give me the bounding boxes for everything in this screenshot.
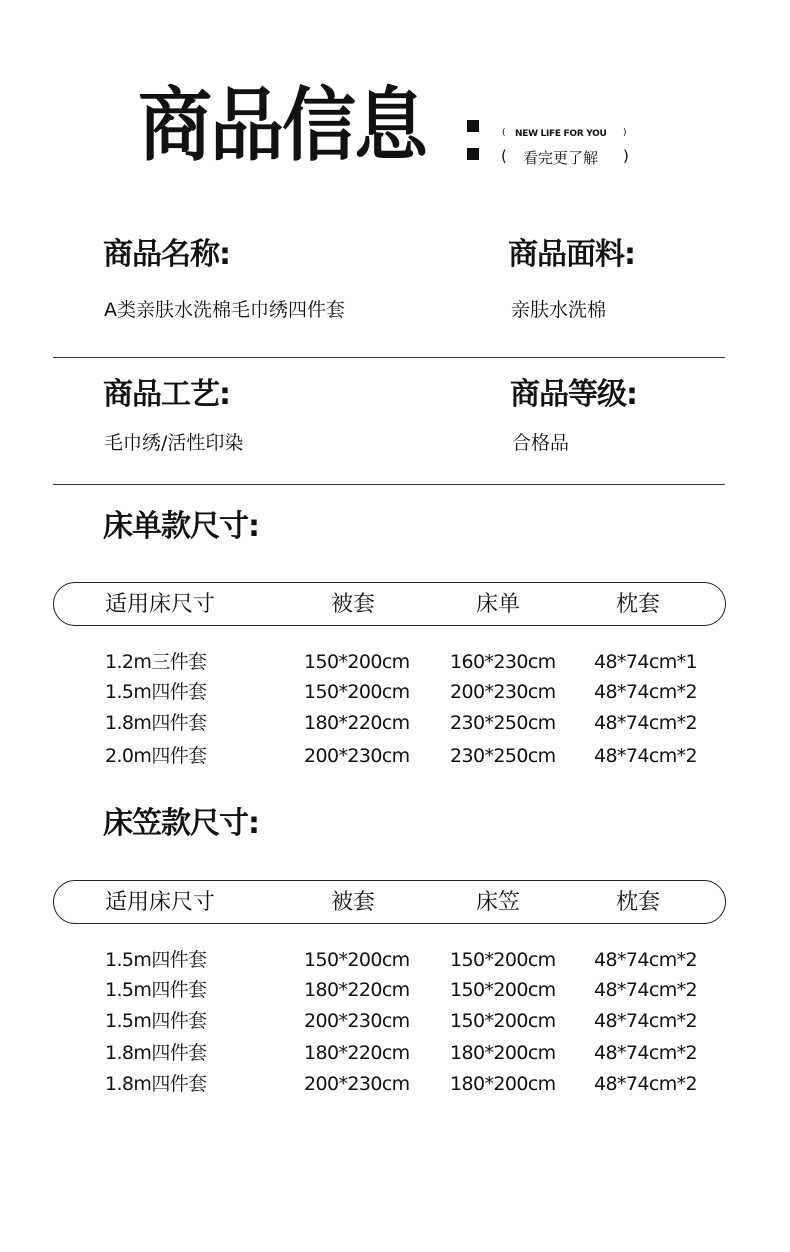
table-cell: 48*74cm*2: [594, 745, 697, 767]
table-cell: 180*220cm: [304, 979, 410, 1001]
table-cell: 150*200cm: [450, 949, 556, 971]
product-name-value: A类亲肤水洗棉毛巾绣四件套: [104, 299, 345, 321]
sheet-size-title: 床单款尺寸:: [103, 509, 259, 544]
table-cell: 1.5m四件套: [105, 1010, 207, 1032]
table-cell: 200*230cm: [304, 1010, 410, 1032]
title-colon-dot-bottom: [467, 148, 479, 160]
table-cell: 180*220cm: [304, 1042, 410, 1064]
table-header-cell: 床单: [476, 592, 521, 617]
table-header-cell: 被套: [331, 592, 376, 617]
table-cell: 48*74cm*2: [594, 712, 697, 734]
slogan-en-close-paren: ): [623, 128, 627, 138]
table-header-cell: 被套: [331, 890, 376, 915]
slogan-en-open-paren: (: [502, 128, 506, 138]
table-cell: 150*200cm: [450, 979, 556, 1001]
table-cell: 48*74cm*2: [594, 1010, 697, 1032]
table-cell: 150*200cm: [304, 681, 410, 703]
table-cell: 1.5m四件套: [105, 979, 207, 1001]
slogan-english: NEW LIFE FOR YOU: [515, 129, 607, 139]
fitted-size-title: 床笠款尺寸:: [103, 806, 259, 841]
table-cell: 160*230cm: [450, 651, 556, 673]
product-craft-label: 商品工艺:: [103, 377, 230, 412]
table-cell: 1.8m四件套: [105, 1042, 207, 1064]
table-cell: 1.5m四件套: [105, 949, 207, 971]
table-cell: 180*200cm: [450, 1073, 556, 1095]
table-cell: 150*200cm: [450, 1010, 556, 1032]
table-cell: 48*74cm*2: [594, 949, 697, 971]
table-cell: 48*74cm*1: [594, 651, 697, 673]
table-cell: 48*74cm*2: [594, 681, 697, 703]
slogan-cn-open-paren: (: [501, 147, 507, 165]
table-cell: 2.0m四件套: [105, 745, 207, 767]
table-cell: 180*220cm: [304, 712, 410, 734]
table-cell: 200*230cm: [304, 745, 410, 767]
table-cell: 48*74cm*2: [594, 1073, 697, 1095]
slogan-cn-close-paren: ): [623, 147, 629, 165]
table-cell: 150*200cm: [304, 949, 410, 971]
title-colon-dot-top: [467, 120, 479, 132]
table-cell: 200*230cm: [304, 1073, 410, 1095]
table-cell: 150*200cm: [304, 651, 410, 673]
table-header-cell: 床笠: [476, 890, 521, 915]
product-name-label: 商品名称:: [103, 237, 230, 272]
page-title: 商品信息: [138, 79, 426, 173]
table-cell: 1.8m四件套: [105, 712, 207, 734]
table-header-cell: 枕套: [616, 592, 661, 617]
product-fabric-value: 亲肤水洗棉: [511, 299, 607, 321]
table-cell: 180*200cm: [450, 1042, 556, 1064]
table-cell: 48*74cm*2: [594, 1042, 697, 1064]
product-grade-value: 合格品: [512, 432, 570, 454]
table-cell: 230*250cm: [450, 745, 556, 767]
table-cell: 1.2m三件套: [105, 651, 207, 673]
table-cell: 200*230cm: [450, 681, 556, 703]
table-cell: 1.8m四件套: [105, 1073, 207, 1095]
table-cell: 1.5m四件套: [105, 681, 207, 703]
product-fabric-label: 商品面料:: [508, 237, 635, 272]
product-grade-label: 商品等级:: [510, 377, 637, 412]
table-header-cell: 适用床尺寸: [105, 592, 216, 617]
table-header-cell: 适用床尺寸: [105, 890, 216, 915]
divider: [53, 484, 725, 485]
table-header-cell: 枕套: [616, 890, 661, 915]
slogan-chinese: 看完更了解: [523, 149, 599, 167]
divider: [53, 357, 725, 358]
product-craft-value: 毛巾绣/活性印染: [104, 432, 244, 454]
table-cell: 230*250cm: [450, 712, 556, 734]
table-cell: 48*74cm*2: [594, 979, 697, 1001]
